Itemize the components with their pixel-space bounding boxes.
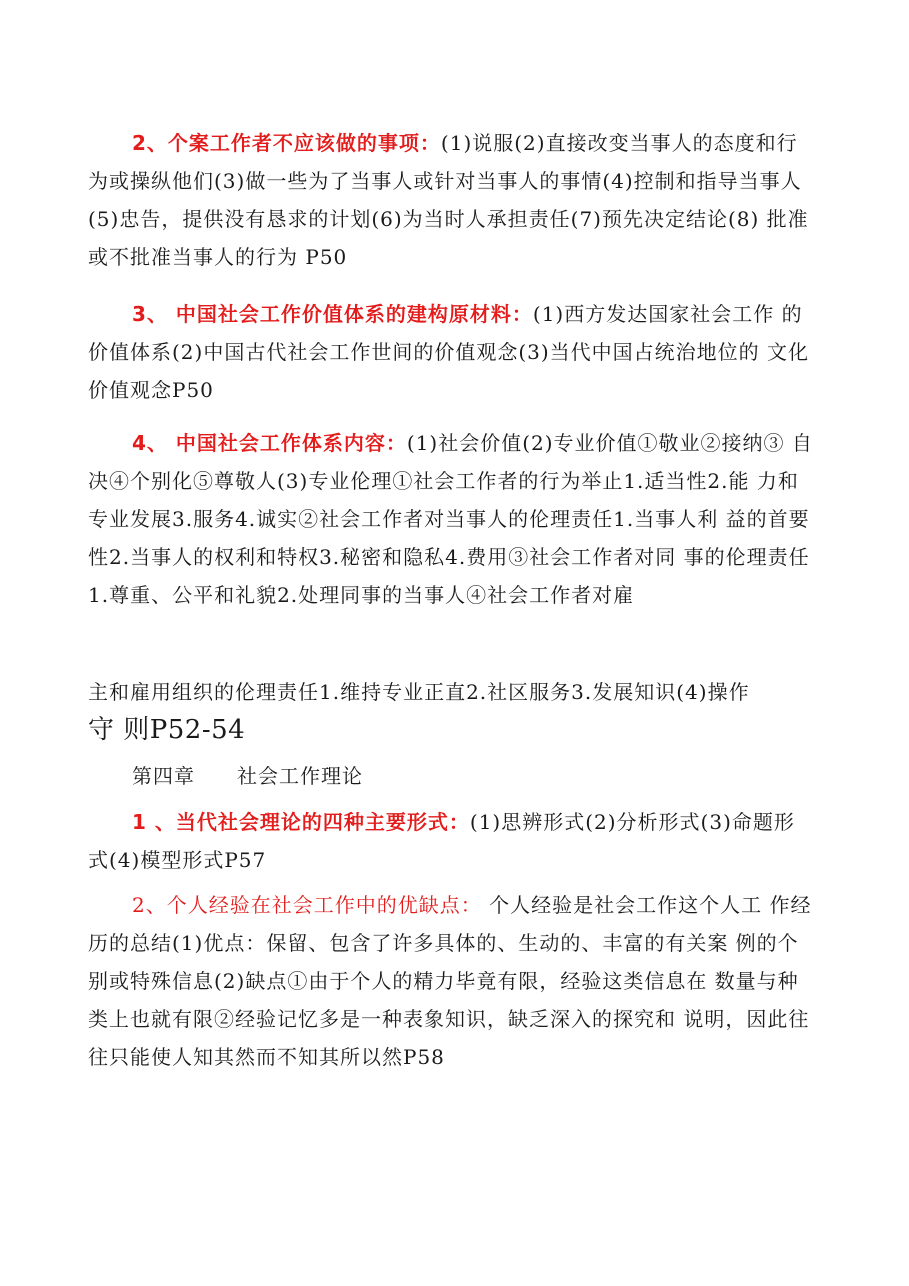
paragraph-section-4 — [88, 424, 818, 614]
continuation-tail: 守 则P52-54 — [88, 715, 246, 745]
section-heading: 2、个案工作者不应该做的事项： — [132, 131, 441, 155]
paragraph-ch4-section-1 — [88, 803, 818, 879]
section-heading: 2、个人经验在社会工作中的优缺点： — [132, 893, 482, 917]
continuation-body: 主和雇用组织的伦理责任1.维持专业正直2.社区服务3.发展知识(4)操作 — [88, 680, 750, 704]
section-body: (1)社会价值(2)专业价值①敬业②接纳③ 自决④个别化⑤尊敬人(3)专业伦理①社会工作者的行为举止1.适当性2.能 力和专业发展3.服务4.诚实②社会工作者对当事人的伦理责任1.当事人利 益的首要性2.当事人的权利和特权3.秘密和隐私4.费用③社会工作者对同 事的伦理责任1.尊重、公平和礼貌2.处理同事的当事人④社会工作者对雇 — [88, 431, 813, 607]
paragraph-ch4-section-2 — [88, 886, 818, 1076]
chapter-title: 社会工作理论 — [237, 764, 363, 788]
section-body: (1)说服(2)直接改变当事人的态度和行为或操纵他们(3)做一些为了当事人或针对当事人的事情(4)控制和指导当事人(5)忠告，提供没有恳求的计划(6)为当时人承担责任(7)预先决定结论(8) 批准或不批准当事人的行为 P50 — [88, 131, 809, 269]
section-body: (1)西方发达国家社会工作 的价值体系(2)中国古代社会工作世间的价值观念(3)当代中国占统治地位的 文化价值观念P50 — [88, 302, 810, 402]
paragraph-section-2 — [88, 124, 818, 276]
paragraph-section-3 — [88, 295, 818, 409]
chapter-heading — [88, 757, 818, 795]
section-heading: 1 、当代社会理论的四种主要形式： — [132, 810, 470, 834]
chapter-number: 第四章 — [132, 764, 195, 788]
section-heading: 4、 中国社会工作体系内容： — [132, 431, 407, 455]
section-body: 个人经验是社会工作这个人工 作经历的总结(1)优点：保留、包含了许多具体的、生动的、丰富的有关案 例的个别或特殊信息(2)缺点①由于个人的精力毕竟有限，经验这类信息在 数量与种类上也就有限②经验记忆多是一种表象知识，缺乏深入的探究和 说明，因此往往只能使人知其然而不知其所以然P58 — [88, 893, 812, 1069]
paragraph-continuation — [88, 673, 818, 750]
section-body: (1)思辨形式(2)分析形式(3)命题形 式(4)模型形式P57 — [88, 810, 795, 872]
section-heading: 3、 中国社会工作价值体系的建构原材料： — [132, 302, 533, 326]
